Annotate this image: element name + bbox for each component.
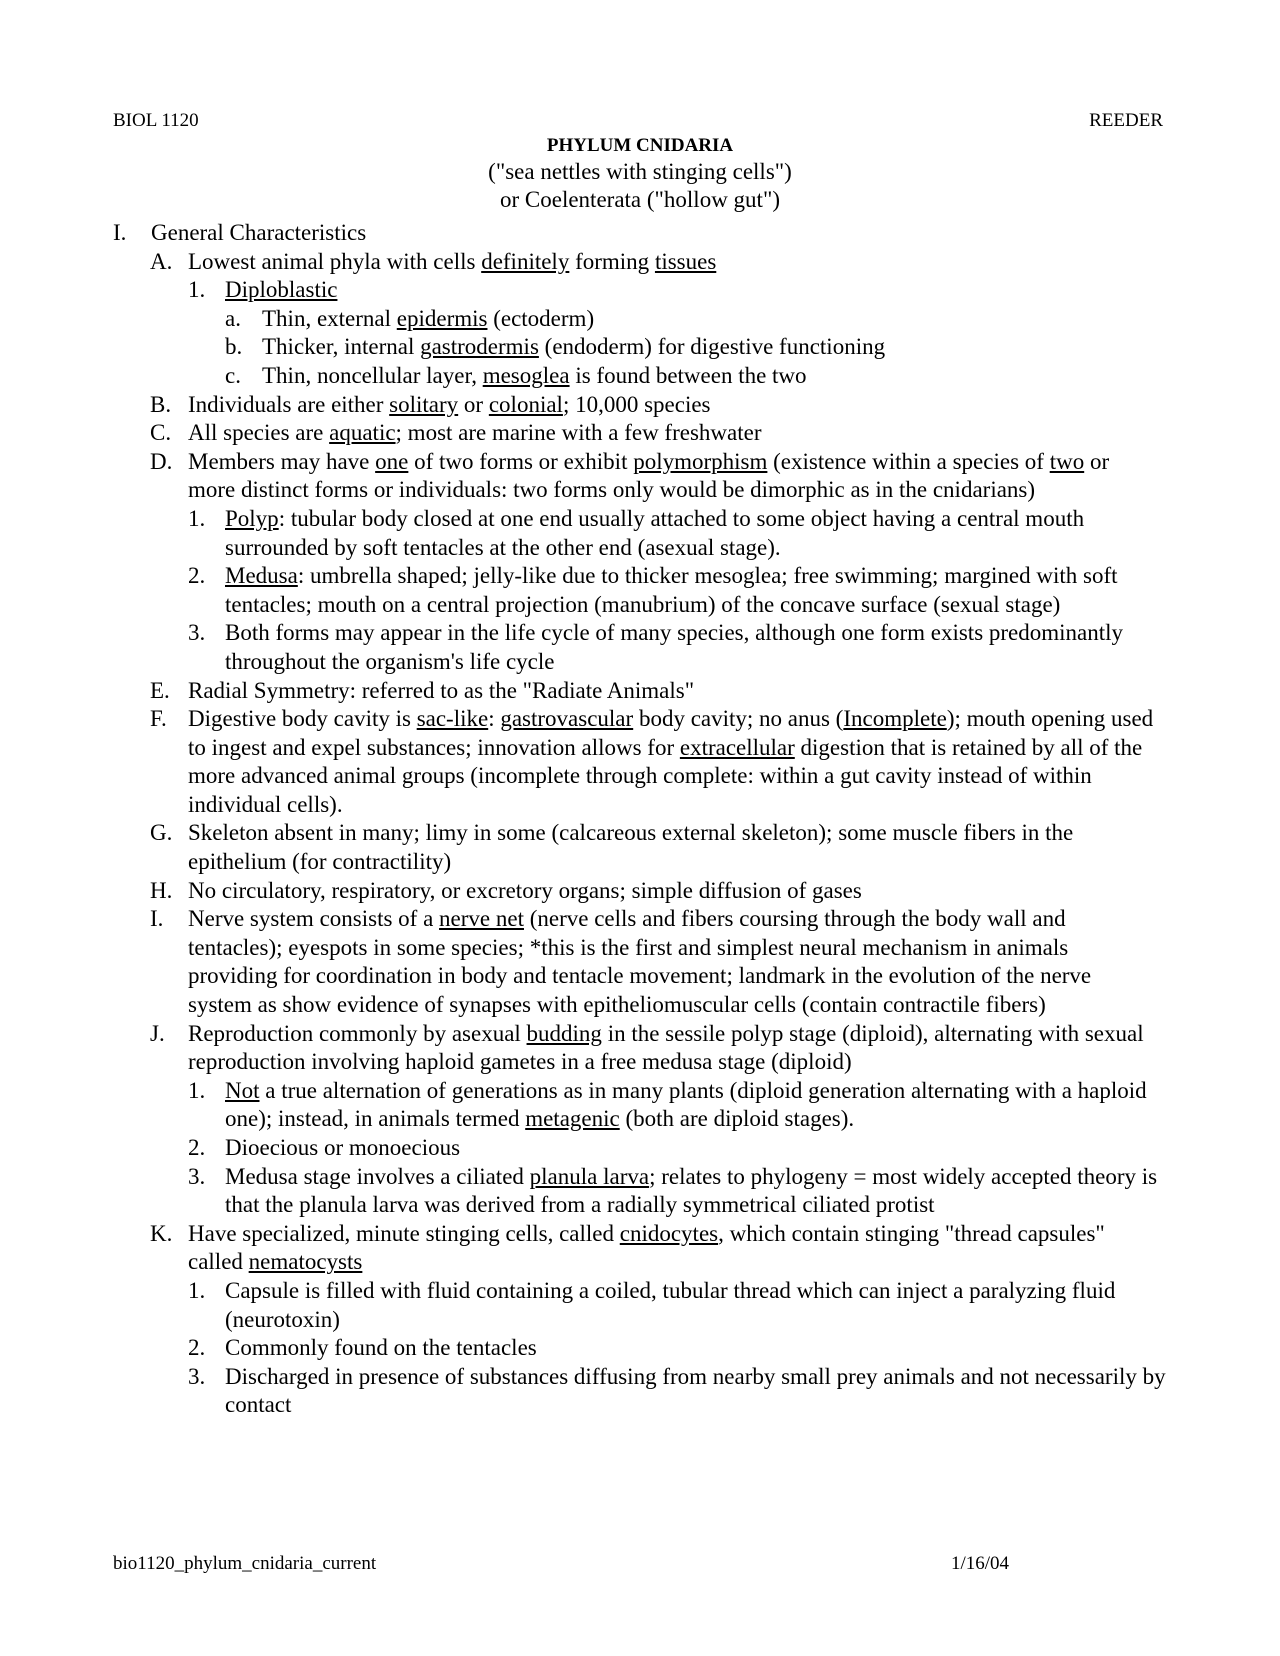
- outline-marker: E.: [150, 677, 170, 703]
- outline-text: [225, 1078, 1147, 1132]
- subtitle-alt-name: or Coelenterata ("hollow gut"): [500, 187, 780, 212]
- text-run: body cavity; no anus (: [633, 706, 844, 732]
- text-run: (endoderm) for digestive functioning: [538, 334, 886, 360]
- underlined-term: Incomplete: [843, 706, 947, 732]
- text-run: ; most are marine with a few freshwater: [395, 420, 762, 446]
- outline-list: [0, 219, 1280, 1420]
- outline-text: [188, 420, 761, 445]
- text-run: All species are: [188, 420, 330, 446]
- page-title: PHYLUM CNIDARIA: [546, 135, 734, 156]
- footer-date: 1/16/04: [951, 1553, 1010, 1574]
- outline-marker: H.: [150, 877, 173, 903]
- text-run: Discharged in presence of substances diffusing from nearby small prey animals and not necessarily by contact: [225, 1363, 1166, 1418]
- underlined-term: definitely: [481, 248, 570, 274]
- text-run: :: [488, 706, 501, 732]
- underlined-term: tissues: [654, 248, 717, 274]
- outline-item: [0, 1220, 1158, 1277]
- outline-marker: J.: [150, 1020, 165, 1046]
- text-run: (nerve cells and fibers coursing through the body wall and tentacles); eyespots in some species; *this is the first and simplest neural mechanism in animals providing for coordination in body and tentacle movement; landmark in the evolution of the nerve system as show evidence of synapses with epitheliomuscular cells (contain contractile fibers): [188, 906, 1092, 1018]
- text-run: digestion that is retained by all of the more advanced animal groups (incomplete through complete: within a gut cavity instead of within individual cells).: [188, 734, 1143, 817]
- text-run: of two forms or exhibit: [408, 448, 634, 474]
- outline-item: [0, 819, 1158, 876]
- outline-text: [225, 1135, 460, 1160]
- text-run: Radial Symmetry: referred to as the "Radiate Animals": [188, 677, 695, 703]
- text-run: Dioecious or monoecious: [225, 1135, 461, 1160]
- outline-item: [0, 677, 1158, 706]
- outline-marker: C.: [150, 420, 172, 446]
- outline-marker: 1.: [188, 505, 206, 531]
- outline-marker: 2.: [188, 1135, 206, 1160]
- underlined-term: budding: [526, 1020, 602, 1046]
- outline-item: [0, 1163, 1175, 1220]
- outline-text: [188, 449, 1109, 503]
- outline-item: [0, 1277, 1175, 1334]
- outline-text: [225, 1278, 1115, 1332]
- outline-text: [225, 1164, 1157, 1218]
- outline-marker: c.: [225, 362, 241, 388]
- outline-text: [225, 620, 1123, 674]
- outline-item: [0, 1077, 1175, 1134]
- underlined-term: solitary: [389, 391, 459, 417]
- outline-marker: 3.: [188, 620, 206, 646]
- outline-text: [188, 1221, 1105, 1275]
- outline-text: [262, 306, 594, 331]
- text-run: Both forms may appear in the life cycle of many species, although one form exists predominantly throughout the organism's life cycle: [225, 620, 1124, 674]
- underlined-term: gastrovascular: [500, 706, 634, 732]
- text-run: Thin, external: [262, 305, 397, 331]
- underlined-term: sac-like: [416, 706, 489, 732]
- underlined-term: nematocysts: [248, 1249, 363, 1275]
- text-run: or: [458, 391, 489, 417]
- underlined-term: colonial: [488, 391, 563, 417]
- text-run: No circulatory, respiratory, or excretory organs; simple diffusion of gases: [188, 877, 862, 903]
- underlined-term: extracellular: [679, 734, 795, 760]
- text-run: Medusa stage involves a ciliated: [225, 1163, 530, 1189]
- header-course: BIOL 1120: [113, 110, 199, 131]
- underlined-term: cnidocytes: [619, 1220, 719, 1246]
- outline-text: [188, 249, 716, 274]
- outline-item: [0, 905, 1158, 1019]
- outline-text: [188, 678, 694, 703]
- text-run: Digestive body cavity is: [188, 706, 417, 732]
- text-run: or more distinct forms or individuals: two forms only would be dimorphic as in the cnidarians): [188, 448, 1110, 503]
- outline-text: [225, 563, 1118, 617]
- outline-item: [0, 619, 1175, 676]
- outline-marker: G.: [150, 820, 173, 846]
- outline-text: [188, 1021, 1144, 1075]
- underlined-term: two: [1049, 448, 1085, 474]
- underlined-term: one: [375, 448, 409, 474]
- outline-marker: I.: [113, 220, 127, 245]
- underlined-term: Medusa: [225, 563, 298, 589]
- text-run: in the sessile polyp stage (diploid), alternating with sexual reproduction involving haploid gametes in a free medusa stage (diploid): [188, 1020, 1144, 1075]
- outline-item: [0, 448, 1158, 505]
- underlined-term: metagenic: [525, 1106, 620, 1132]
- outline-item: [0, 276, 1175, 305]
- outline-marker: K.: [150, 1220, 173, 1246]
- text-run: ); mouth opening used to ingest and expel substances; innovation allows for: [188, 706, 1154, 760]
- underlined-term: mesoglea: [482, 362, 570, 388]
- text-run: Skeleton absent in many; limy in some (calcareous external skeleton); some muscle fibers in the epithelium (for contractility): [188, 820, 1074, 875]
- text-run: Individuals are either: [188, 391, 390, 417]
- outline-marker: D.: [150, 448, 173, 474]
- underlined-term: Diploblastic: [225, 277, 338, 303]
- outline-text: [225, 1364, 1166, 1418]
- underlined-term: Polyp: [225, 505, 279, 531]
- title-block: [0, 134, 1280, 214]
- outline-marker: b.: [225, 334, 243, 360]
- outline-text: [262, 334, 885, 359]
- outline-item: [0, 305, 1172, 334]
- text-run: (ectoderm): [487, 305, 595, 331]
- text-run: a true alternation of generations as in many plants (diploid generation alternating with a haploid one); instead, in animals termed: [225, 1077, 1147, 1132]
- text-run: forming: [569, 248, 655, 274]
- outline-item: [0, 705, 1158, 819]
- text-run: Have specialized, minute stinging cells, called: [188, 1220, 620, 1246]
- underlined-term: gastrodermis: [420, 334, 539, 360]
- outline-item: [0, 1334, 1175, 1363]
- outline-marker: 3.: [188, 1363, 206, 1389]
- outline-text: [151, 220, 366, 245]
- outline-item: [0, 877, 1158, 906]
- outline-text: [188, 906, 1091, 1017]
- outline-marker: A.: [150, 248, 173, 274]
- outline-text: [188, 820, 1073, 874]
- underlined-term: epidermis: [396, 305, 488, 331]
- text-run: Thicker, internal: [262, 334, 421, 360]
- outline-item: [0, 419, 1158, 448]
- underlined-term: nerve net: [439, 906, 524, 932]
- text-run: , which contain stinging "thread capsules" called: [188, 1220, 1105, 1275]
- text-run: ; 10,000 species: [562, 391, 711, 417]
- text-run: is found between the two: [569, 362, 807, 388]
- outline-item: [0, 362, 1172, 391]
- outline-text: [188, 392, 711, 417]
- subtitle-common-name: ("sea nettles with stinging cells"): [488, 159, 792, 184]
- underlined-term: polymorphism: [633, 448, 768, 474]
- text-run: Lowest animal phyla with cells: [188, 248, 482, 274]
- outline-marker: 1.: [188, 1077, 206, 1103]
- footer-filename: bio1120_phylum_cnidaria_current: [113, 1553, 377, 1574]
- outline-marker: 1.: [188, 277, 206, 303]
- outline-item: [0, 562, 1175, 619]
- text-run: (existence within a species of: [767, 448, 1050, 474]
- outline-item: [0, 505, 1175, 562]
- text-run: Reproduction commonly by asexual: [188, 1020, 527, 1046]
- outline-marker: 1.: [188, 1277, 206, 1303]
- outline-marker: 3.: [188, 1163, 206, 1189]
- text-run: Thin, noncellular layer,: [262, 362, 483, 388]
- text-run: Members may have: [188, 448, 376, 474]
- outline-text: [188, 706, 1153, 817]
- text-run: Nerve system consists of a: [188, 906, 440, 932]
- outline-item: [0, 248, 1158, 277]
- text-run: : umbrella shaped; jelly-like due to thicker mesoglea; free swimming; margined with soft tentacles; mouth on a central projection (manubrium) of the concave surface (sexual stage): [225, 563, 1118, 617]
- outline-item: [0, 219, 1151, 248]
- text-run: ; relates to phylogeny = most widely accepted theory is that the planula larva was derived from a radially symmetrical ciliated protist: [225, 1163, 1158, 1218]
- outline-text: [262, 363, 807, 388]
- outline-marker: 2.: [188, 563, 206, 589]
- outline-item: [0, 1020, 1158, 1077]
- outline-text: [225, 1335, 537, 1360]
- outline-marker: F.: [150, 706, 167, 732]
- underlined-term: planula larva: [529, 1163, 650, 1189]
- outline-text: [225, 506, 1084, 560]
- header-instructor: REEDER: [1089, 110, 1163, 131]
- outline-item: [0, 1363, 1175, 1420]
- underlined-term: aquatic: [329, 420, 396, 446]
- text-run: Capsule is filled with fluid containing a coiled, tubular thread which can inject a paralyzing fluid (neurotoxin): [225, 1277, 1116, 1332]
- underlined-term: Not: [225, 1077, 260, 1103]
- outline-item: [0, 333, 1172, 362]
- outline-item: [0, 1134, 1175, 1163]
- outline-text: [225, 277, 337, 302]
- text-run: General Characteristics: [151, 220, 367, 245]
- text-run: (both are diploid stages).: [619, 1106, 855, 1132]
- outline-marker: 2.: [188, 1335, 206, 1361]
- outline-marker: B.: [150, 391, 172, 417]
- outline-text: [188, 878, 862, 903]
- outline-marker: a.: [225, 305, 241, 331]
- text-run: : tubular body closed at one end usually attached to some object having a central mouth surrounded by soft tentacles at the other end (asexual stage).: [225, 505, 1085, 560]
- text-run: Commonly found on the tentacles: [225, 1335, 537, 1361]
- outline-marker: I.: [150, 906, 164, 932]
- outline-item: [0, 391, 1158, 420]
